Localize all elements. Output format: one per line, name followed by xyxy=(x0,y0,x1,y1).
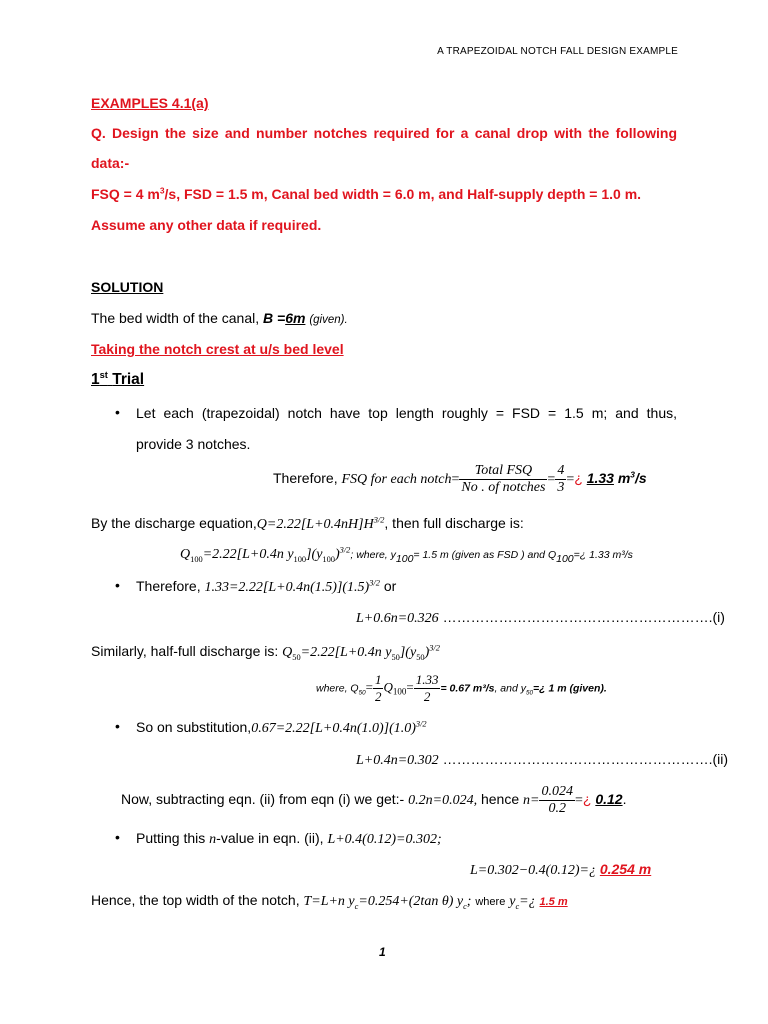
bullet-4-eq: L+0.4(0.12)=0.302; xyxy=(327,832,442,847)
notch-crest-note: Taking the notch crest at u/s bed level xyxy=(91,341,344,357)
fraction-133-over-2 xyxy=(414,672,441,705)
bullet-2-eq: 1.33=2.22[L+0.4n(1.5)](1.5) xyxy=(204,580,370,595)
equals-sign: = xyxy=(451,472,460,488)
eq-i-lhs: L+0.6n=0.326 xyxy=(356,611,439,626)
discharge-suffix: , then full discharge is: xyxy=(384,515,524,531)
fraction-half xyxy=(373,672,384,705)
frac133-den: 2 xyxy=(423,689,431,704)
fsq-result: 1.33 xyxy=(586,470,614,487)
data-line-b: /s, FSD = 1.5 m, Canal bed width = 6.0 m, and Half-supply depth = 1.0 m. xyxy=(164,186,642,202)
q100-exp: 3/2 xyxy=(339,545,351,555)
top-yc: y xyxy=(509,894,516,909)
half-den: 2 xyxy=(374,689,382,704)
q100-equation-line xyxy=(180,545,633,563)
q100-rhs2-sub: 100 xyxy=(322,554,335,564)
half-num: 1 xyxy=(374,672,382,687)
frac133-num: 1.33 xyxy=(415,672,439,687)
three: 3 xyxy=(557,480,565,495)
bullet-2-or: or xyxy=(383,578,397,594)
no-of-notches: No . of notches xyxy=(461,480,546,495)
fraction-n xyxy=(539,784,575,817)
q100-label-sub: 100 xyxy=(392,686,407,697)
half-prefix: Similarly, half-full discharge is: xyxy=(91,643,279,659)
l-eq: L=0.302−0.4(0.12)=¿ xyxy=(470,863,596,878)
q100-where-text: = 1.5 m (given as FSD ) and Q xyxy=(413,549,557,561)
question-line-1: Q. Design the size and number notches required for a canal drop with the following xyxy=(91,125,677,141)
l-result: 0.254 m xyxy=(599,861,652,877)
bullet-1-line-2: provide 3 notches. xyxy=(136,436,251,452)
equals-sign-2: = xyxy=(547,472,556,488)
bed-width-b: B = xyxy=(263,310,286,326)
n-result: 0.12 xyxy=(595,791,623,808)
fsq-unit-tail: /s xyxy=(634,470,647,487)
assume-line: Assume any other data if required. xyxy=(91,217,322,233)
bullet-3-line xyxy=(136,719,427,737)
fraction-total-over-notches xyxy=(459,463,547,496)
equals-sign-3: = xyxy=(566,472,575,488)
where50-y-sub: 50 xyxy=(525,689,533,697)
q100-label: Q xyxy=(383,679,393,695)
bullet-3-prefix: So on substitution, xyxy=(136,719,252,735)
bullet-4: • xyxy=(115,829,120,845)
bullet-4-n: n xyxy=(209,832,217,847)
fraction-4-over-3 xyxy=(555,463,566,496)
q100-where-q-sub: 100 xyxy=(556,552,574,565)
bullet-2: • xyxy=(115,577,120,593)
top-yc-sub: c xyxy=(515,901,520,911)
where50-eq-2: = xyxy=(406,679,414,695)
equation-i xyxy=(356,609,725,627)
eq-i-dots: ………………………………………………….(i) xyxy=(442,609,725,625)
bullet-3-exp: 3/2 xyxy=(415,719,427,729)
q100-sub: 100 xyxy=(190,554,203,564)
n-num: 0.024 xyxy=(541,784,573,799)
q100-rhs2: ](y xyxy=(306,547,323,562)
top-eq2: =0.254+(2tan θ) y xyxy=(358,894,464,909)
discharge-eq: Q=2.22[L+0.4nH]H xyxy=(256,517,374,532)
where50-sub: 50 xyxy=(358,689,366,697)
top-eq2-sub: c xyxy=(463,901,467,911)
where50-and: , and y xyxy=(494,682,526,695)
top-width-line xyxy=(91,892,568,910)
half-sub: 50 xyxy=(292,652,301,662)
fsq-unit-m: m xyxy=(617,470,631,487)
example-title: EXAMPLES 4.1(a) xyxy=(91,95,209,111)
where50-label: where, Q xyxy=(316,682,359,695)
bullet-2-exp: 3/2 xyxy=(369,578,380,588)
where50-eq: = xyxy=(365,679,373,695)
therefore-label: Therefore, xyxy=(273,470,338,487)
top-eq-sub: c xyxy=(354,901,359,911)
four: 4 xyxy=(557,463,565,478)
where-q50-line xyxy=(316,672,607,705)
where50-result: = 0.67 m³/s xyxy=(440,682,495,695)
fsq-each-notch: FSQ for each notch xyxy=(341,472,452,488)
q100-rhs: =2.22[L+0.4n y xyxy=(202,547,294,562)
half-full-line xyxy=(91,643,440,661)
n-equals: = xyxy=(574,793,583,809)
half-exp: 3/2 xyxy=(429,643,440,653)
bullet-4-prefix: Putting this xyxy=(136,830,206,846)
top-prefix: Hence, the top width of the notch, xyxy=(91,892,300,908)
q100-rhs3: ) xyxy=(334,547,340,562)
bullet-2-line xyxy=(136,578,396,596)
half-rhs-sub: 50 xyxy=(391,652,400,662)
top-eq: T=L+n y xyxy=(303,894,355,909)
discharge-equation-line xyxy=(91,515,524,533)
subtract-prefix: Now, subtracting eqn. (ii) from eqn (i) we get:- xyxy=(121,791,405,808)
bullet-4-line xyxy=(136,830,442,848)
discharge-exp: 3/2 xyxy=(373,515,385,525)
n-den: 0.2 xyxy=(548,801,566,816)
bullet-3-eq: 0.67=2.22[L+0.4n(1.0)](1.0) xyxy=(251,721,416,736)
eq-ii-dots: ………………………………………………….(ii) xyxy=(442,751,729,767)
q100-where-sub: 100 xyxy=(395,552,414,565)
q100-rhs-sub: 100 xyxy=(293,554,307,564)
data-line-a: FSQ = 4 m xyxy=(91,186,160,202)
page-number: 1 xyxy=(379,945,386,959)
q100-where: ; where, y xyxy=(350,549,396,561)
bed-width-value: 6m xyxy=(285,310,306,326)
fsq-each-notch-line xyxy=(273,463,647,496)
subtract-eq: 0.2n=0.024, xyxy=(408,793,478,809)
bullet-1: • xyxy=(115,404,120,420)
equation-ii xyxy=(356,751,728,769)
top-yc-val: 1.5 m xyxy=(539,896,568,908)
bed-width-line xyxy=(91,310,348,326)
question-line-2: data:- xyxy=(91,155,130,171)
fsq-unit xyxy=(618,470,647,486)
subtract-hence: hence xyxy=(480,791,520,808)
bed-width-given: (given). xyxy=(309,314,348,326)
data-line-sup: 3 xyxy=(159,185,165,196)
trial-sup: st xyxy=(99,369,108,380)
trial-word: Trial xyxy=(112,371,145,388)
top-eq3: ; xyxy=(466,894,472,909)
n-eq: n= xyxy=(523,793,540,809)
fsq-unit-sup: 3 xyxy=(630,469,635,480)
half-rhs2-sub: 50 xyxy=(416,652,425,662)
glyph: ¿ xyxy=(574,470,583,487)
running-header: A TRAPEZOIDAL NOTCH FALL DESIGN EXAMPLE xyxy=(437,46,678,57)
n-glyph: ¿ xyxy=(582,791,592,808)
half-q: Q xyxy=(282,645,293,660)
bullet-4-mid: -value in eqn. (ii), xyxy=(216,830,324,846)
data-line xyxy=(91,186,677,202)
eq-ii-lhs: L+0.4n=0.302 xyxy=(356,753,439,768)
discharge-prefix: By the discharge equation, xyxy=(91,515,257,531)
bullet-2-prefix: Therefore, xyxy=(136,578,201,594)
bullet-3: • xyxy=(115,718,120,734)
bullet-1-line-1: Let each (trapezoidal) notch have top length roughly = FSD = 1.5 m; and thus, xyxy=(136,405,677,421)
half-rhs2: ](y xyxy=(399,645,417,660)
solution-heading: SOLUTION xyxy=(91,279,164,295)
l-result-line xyxy=(470,861,651,879)
bed-width-prefix: The bed width of the canal, xyxy=(91,310,260,326)
where50-y-val: =¿ 1 m (given). xyxy=(533,682,607,695)
n-result-tail: . xyxy=(622,791,627,808)
half-rhs3: ) xyxy=(424,645,430,660)
top-where: where xyxy=(475,896,506,908)
total-fsq: Total FSQ xyxy=(459,463,547,480)
half-rhs: =2.22[L+0.4n y xyxy=(300,645,392,660)
q100-q: Q xyxy=(180,547,191,562)
subtract-line xyxy=(121,784,626,817)
first-trial-heading xyxy=(91,371,144,389)
q100-where-end: =¿ 1.33 m³/s xyxy=(573,549,633,561)
top-yc-eq: =¿ xyxy=(519,894,536,909)
trial-num: 1 xyxy=(91,371,100,388)
